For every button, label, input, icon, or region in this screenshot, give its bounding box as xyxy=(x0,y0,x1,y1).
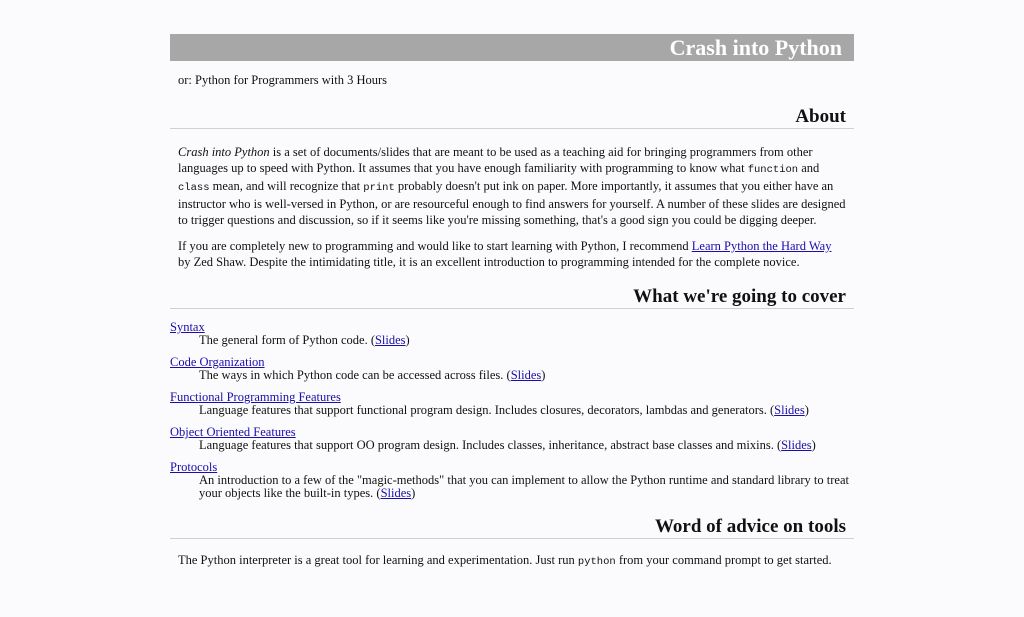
code-function: function xyxy=(747,164,799,176)
about-paragraph-2: If you are completely new to programming and would like to start learning with Python, I recommend Learn Python the Hard Way by Zed Shaw. Despite the intimidating title, it is an excellent introduction to programming intended for the complete novice. xyxy=(178,239,832,269)
code-organization-link[interactable]: Code Organization xyxy=(170,355,265,369)
code-organization-slides-link[interactable]: Slides xyxy=(510,368,542,382)
topic-description: An introduction to a few of the "magic-methods" that you can implement to allow the Python runtime and standard library to treat your objects like the built-in types. (Slides) xyxy=(199,473,849,500)
topic-list xyxy=(170,321,854,500)
code-class: class xyxy=(178,182,210,194)
protocols-link[interactable]: Protocols xyxy=(170,460,218,474)
tools-paragraph: The Python interpreter is a great tool for learning and experimentation. Just run python from your command prompt to get started. xyxy=(178,553,832,568)
project-name: Crash into Python xyxy=(178,145,270,159)
topic-description: The general form of Python code. (Slides) xyxy=(199,333,410,347)
page xyxy=(170,34,854,570)
topic-description: Language features that support OO program design. Includes classes, inheritance, abstract base classes and mixins. (Slides) xyxy=(199,438,816,452)
syntax-link[interactable]: Syntax xyxy=(170,320,205,334)
learn-python-link[interactable]: Learn Python the Hard Way xyxy=(691,239,832,253)
code-print: print xyxy=(363,182,395,194)
topic-description: The ways in which Python code can be accessed across files. (Slides) xyxy=(199,368,546,382)
syntax-slides-link[interactable]: Slides xyxy=(374,333,406,347)
object-oriented-slides-link[interactable]: Slides xyxy=(781,438,812,452)
about-paragraph-1: Crash into Python is a set of documents/slides that are meant to be used as a teaching aid for bringing programmers from other languages up to speed with Python. It assumes that you have enough familiarity with programming to know what function and class mean, and will recognize that print probably doesn't put ink on paper. More importantly, it assumes that you either have an instructor who is well-versed in Python, or are resourceful enough to find answers for yourself. A number of these slides are designed to trigger questions and discussion, so if it seems like you're missing something, that's a good sign you could be digging deeper. xyxy=(178,145,846,227)
cover-heading: What we're going to cover xyxy=(170,285,854,309)
tools-heading: Word of advice on tools xyxy=(170,515,854,539)
functional-programming-slides-link[interactable]: Slides xyxy=(774,403,805,417)
topic-description: Language features that support functional program design. Includes closures, decorators, lambdas and generators. (Slides) xyxy=(199,403,809,417)
object-oriented-link[interactable]: Object Oriented Features xyxy=(170,425,296,439)
page-title: Crash into Python xyxy=(170,34,854,61)
about-heading: About xyxy=(170,105,854,129)
functional-programming-link[interactable]: Functional Programming Features xyxy=(170,390,341,404)
code-python: python xyxy=(577,556,616,568)
subtitle: or: Python for Programmers with 3 Hours xyxy=(178,73,388,87)
protocols-slides-link[interactable]: Slides xyxy=(380,486,412,500)
